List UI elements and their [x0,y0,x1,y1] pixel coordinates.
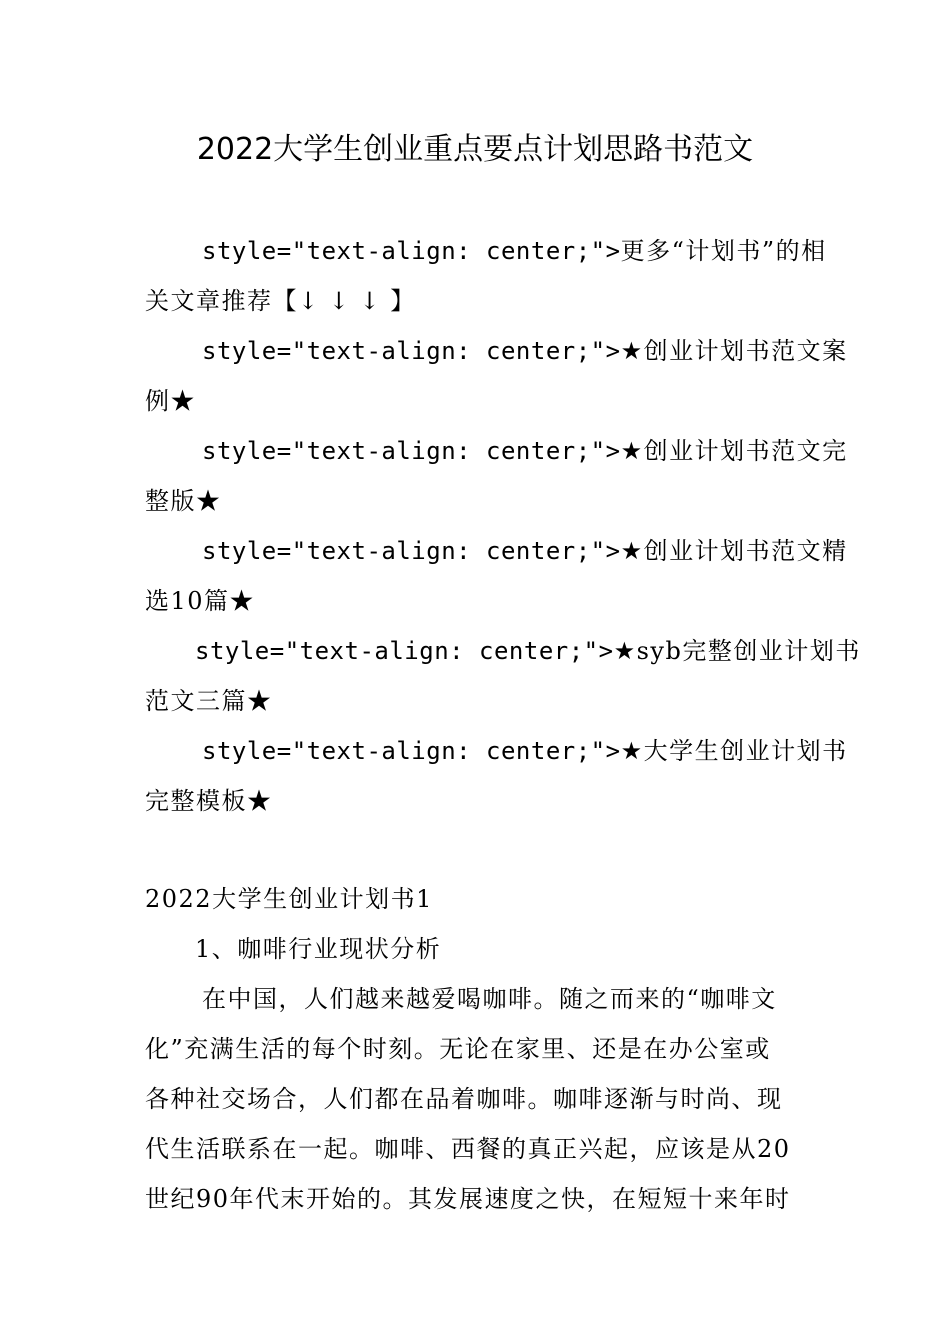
link-prefix: style="text-align: center;"> [202,737,621,765]
paragraph-line: 世纪90年代末开始的。其发展速度之快，在短短十来年时 [145,1185,791,1213]
link-text: ★创业计划书范文完 [620,437,848,465]
paragraph-line: 化”充满生活的每个时刻。无论在家里、还是在办公室或 [145,1035,771,1063]
link-text-continued: 整版★ [145,487,222,515]
related-link-6[interactable] [145,726,848,826]
link-prefix: style="text-align: center;"> [202,237,621,265]
section-heading [145,874,807,924]
link-text-continued: 关文章推荐【↓ ↓ ↓ 】 [145,287,416,315]
paragraph-line: 代生活联系在一起。咖啡、西餐的真正兴起，应该是从20 [145,1135,791,1163]
related-link-2[interactable] [145,326,848,426]
link-text: ★syb完整创业计划书 [613,637,861,665]
related-link-5[interactable] [145,626,861,726]
link-text-continued: 范文三篇★ [145,687,273,715]
link-text-continued: 完整模板★ [145,787,273,815]
link-prefix: style="text-align: center;"> [202,537,621,565]
subheading [145,924,807,974]
link-text: 更多“计划书”的相 [620,237,827,265]
section-heading-text: 2022大学生创业计划书1 [145,885,433,913]
link-text-continued: 例★ [145,387,196,415]
paragraph-line: 各种社交场合，人们都在品着咖啡。咖啡逐渐与时尚、现 [145,1085,783,1113]
body-paragraph [145,974,807,1224]
related-link-1[interactable] [145,226,827,326]
link-text: ★大学生创业计划书 [620,737,848,765]
link-prefix: style="text-align: center;"> [202,337,621,365]
subheading-text: 1、咖啡行业现状分析 [195,935,442,963]
link-text: ★创业计划书范文案 [620,337,848,365]
link-text-continued: 选10篇★ [145,587,256,615]
document-title: 2022大学生创业重点要点计划思路书范文 [196,132,754,167]
related-link-3[interactable] [145,426,848,526]
paragraph-line: 在中国，人们越来越爱喝咖啡。随之而来的“咖啡文 [202,985,777,1013]
link-prefix: style="text-align: center;"> [195,637,614,665]
link-text: ★创业计划书范文精 [620,537,848,565]
related-link-4[interactable] [145,526,848,626]
link-prefix: style="text-align: center;"> [202,437,621,465]
